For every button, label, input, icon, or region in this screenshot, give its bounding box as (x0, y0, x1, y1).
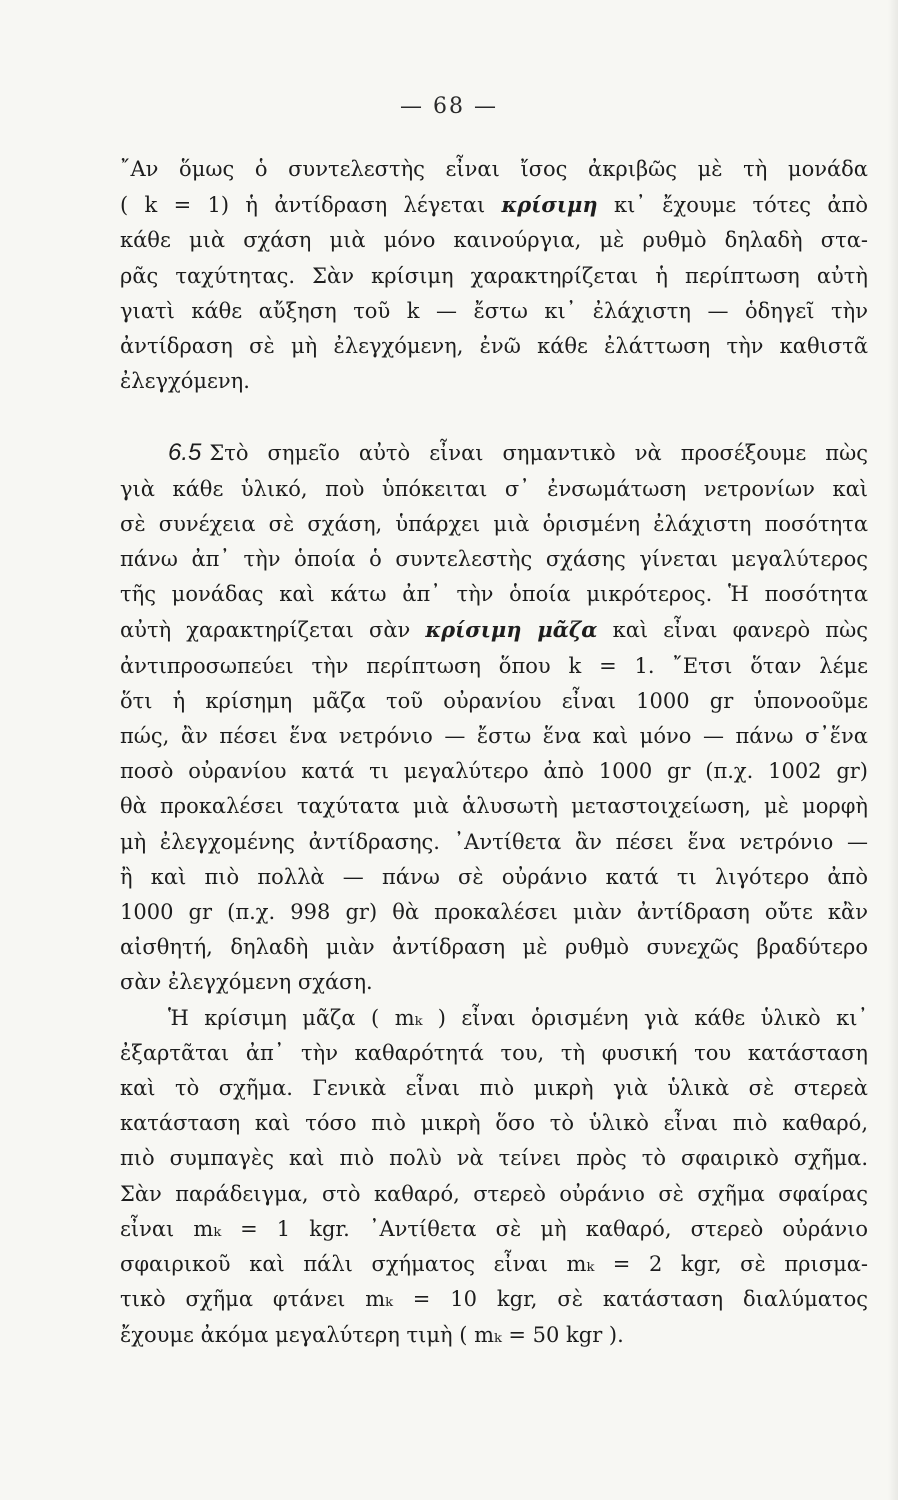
text-line (120, 1071, 868, 1106)
page-number: — 68 — (400, 94, 498, 119)
text-line (120, 223, 868, 258)
text-segment: πώς, ἂν πέσει ἕνα νετρόνιο — ἔστω ἕνα καὶ μόνο — πάνω σ᾿ἕνα (120, 724, 868, 749)
text-segment: ὅτι ἡ κρίσημη μᾶζα τοῦ οὐρανίου εἶναι 1000 gr ὑπονοοῦμε (120, 688, 868, 713)
text-line (120, 1282, 868, 1317)
text-segment: τικὸ σχῆμα φτάνει mₖ = 10 kgr, σὲ κατάσταση διαλύματος (120, 1287, 868, 1312)
text-line (120, 1001, 868, 1036)
text-segment: 1000 gr (π.χ. 998 gr) θὰ προκαλέσει μιὰν ἀντίδραση οὔτε κἂν (120, 900, 868, 925)
text-line (120, 1318, 868, 1353)
text-line (120, 930, 868, 965)
text-segment: πιὸ συμπαγὲς καὶ πιὸ πολὺ νὰ τείνει πρὸς τὸ σφαιρικὸ σχῆμα. (120, 1146, 868, 1171)
text-segment: θὰ προκαλέσει ταχύτατα μιὰ ἁλυσωτὴ μεταστοιχείωση, μὲ μορφὴ (120, 794, 868, 819)
text-segment: ἐλεγχόμενη. (120, 369, 250, 394)
text-line (120, 1212, 868, 1247)
text-segment: ποσὸ οὐρανίου κατά τι μεγαλύτερο ἀπὸ 1000 gr (π.χ. 1002 gr) (120, 759, 868, 784)
text-segment: Στὸ σημεῖο αὐτὸ εἶναι σημαντικὸ νὰ προσέξουμε πὼς (209, 441, 868, 466)
text-segment: τῆς μονάδας καὶ κάτω ἀπ᾿ τὴν ὁποία μικρότερος. Ἡ ποσότητα (120, 582, 868, 607)
text-segment: γιατὶ κάθε αὔξηση τοῦ k — ἔστω κι᾿ ἐλάχιστη — ὁδηγεῖ τὴν (120, 298, 868, 323)
text-segment: καὶ εἶναι φανερὸ πὼς (597, 618, 868, 643)
text-segment: κι᾿ ἔχουμε τότες ἀπὸ (597, 193, 868, 218)
text-line (120, 1141, 868, 1176)
text-segment: πάνω ἀπ᾿ τὴν ὁποία ὁ συντελεστὴς σχάσης γίνεται μεγαλύτερος (120, 547, 868, 572)
text-line (120, 1036, 868, 1071)
text-line (120, 1106, 868, 1141)
text-line (120, 789, 868, 824)
text-segment: Ἡ κρίσιμη μᾶζα ( mₖ ) εἶναι ὁρισμένη γιὰ κάθε ὑλικὸ κι᾿ (168, 1005, 868, 1030)
text-line (120, 649, 868, 684)
text-line (120, 187, 868, 223)
text-line (120, 612, 868, 648)
section-gap (120, 399, 868, 435)
text-line (120, 259, 868, 294)
text-line (120, 684, 868, 719)
text-line (120, 1177, 868, 1212)
text-line (120, 507, 868, 542)
text-segment: ( k = 1) ἡ ἀντίδραση λέγεται (120, 193, 502, 218)
text-line (120, 435, 868, 471)
text-line (120, 825, 868, 860)
text-segment: ἀντίδραση σὲ μὴ ἐλεγχόμενη, ἐνῶ κάθε ἐλάττωση τὴν καθιστᾶ (120, 334, 868, 359)
page-edge-shadow (888, 0, 898, 1500)
emphasized-term: κρίσιμη (501, 192, 598, 218)
text-segment: εἶναι mₖ = 1 kgr. ᾿Αντίθετα σὲ μὴ καθαρό, στερεὸ οὐράνιο (120, 1216, 868, 1241)
text-line (120, 152, 868, 187)
text-line (120, 577, 868, 612)
section-number: 6.5 (168, 439, 202, 467)
text-segment: σὲ συνέχεια σὲ σχάση, ὑπάρχει μιὰ ὁρισμένη ἐλάχιστη ποσότητα (120, 511, 868, 536)
text-line (120, 860, 868, 895)
text-segment: καὶ τὸ σχῆμα. Γενικὰ εἶναι πιὸ μικρὴ γιὰ ὑλικὰ σὲ στερεὰ (120, 1076, 868, 1101)
text-segment: σὰν ἐλεγχόμενη σχάση. (120, 970, 373, 995)
text-segment: σφαιρικοῦ καὶ πάλι σχήματος εἶναι mₖ = 2 kgr, σὲ πρισμα- (120, 1252, 868, 1277)
text-line (120, 895, 868, 930)
text-segment: ρᾶς ταχύτητας. Σὰν κρίσιμη χαρακτηρίζεται ἡ περίπτωση αὐτὴ (120, 263, 868, 288)
text-segment: ἀντιπροσωπεύει τὴν περίπτωση ὅπου k = 1. ῎Ετσι ὅταν λέμε (120, 653, 868, 678)
text-segment: ἔχουμε ἀκόμα μεγαλύτερη τιμὴ ( mₖ = 50 kgr ). (120, 1322, 624, 1347)
text-segment: ἢ καὶ πιὸ πολλὰ — πάνω σὲ οὐράνιο κατά τι λιγότερο ἀπὸ (120, 864, 868, 889)
text-line (120, 754, 868, 789)
text-segment: μὴ ἐλεγχομένης ἀντίδρασης. ᾿Αντίθετα ἂν πέσει ἕνα νετρόνιο — (120, 829, 868, 854)
text-line (120, 294, 868, 329)
text-segment: κάθε μιὰ σχάση μιὰ μόνο καινούργια, μὲ ρυθμὸ δηλαδὴ στα- (120, 228, 868, 253)
text-line (120, 1247, 868, 1282)
emphasized-term: κρίσιμη μᾶζα (425, 617, 598, 643)
body-text (120, 152, 868, 1353)
text-segment: γιὰ κάθε ὑλικό, ποὺ ὑπόκειται σ᾿ ἐνσωμάτωση νετρονίων καὶ (120, 476, 868, 501)
text-segment: αὐτὴ χαρακτηρίζεται σὰν (120, 618, 426, 643)
text-line (120, 965, 868, 1000)
text-line (120, 472, 868, 507)
text-segment: κατάσταση καὶ τόσο πιὸ μικρὴ ὅσο τὸ ὑλικὸ εἶναι πιὸ καθαρό, (120, 1111, 868, 1136)
text-line (120, 719, 868, 754)
text-segment: Σὰν παράδειγμα, στὸ καθαρό, στερεὸ οὐράνιο σὲ σχῆμα σφαίρας (120, 1181, 868, 1206)
text-segment: αἰσθητή, δηλαδὴ μιὰν ἀντίδραση μὲ ρυθμὸ συνεχῶς βραδύτερο (120, 935, 868, 960)
text-segment: ῎Αν ὅμως ὁ συντελεστὴς εἶναι ἴσος ἀκριβῶς μὲ τὴ μονάδα (120, 157, 868, 181)
text-segment: ἐξαρτᾶται ἀπ᾿ τὴν καθαρότητά του, τὴ φυσική του κατάσταση (120, 1040, 868, 1065)
text-line (120, 364, 868, 399)
text-line (120, 329, 868, 364)
text-line (120, 542, 868, 577)
